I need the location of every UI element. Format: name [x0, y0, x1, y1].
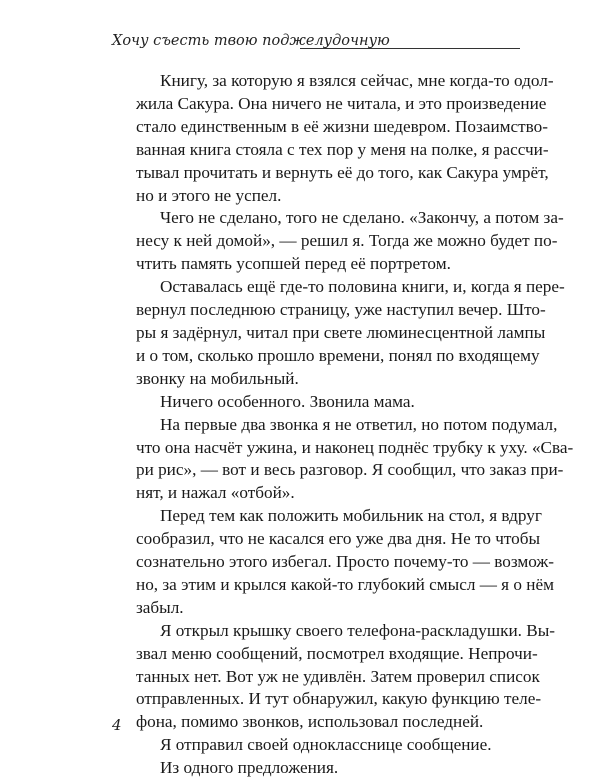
- text-line: Книгу, за которую я взялся сейчас, мне когда-то одол-: [160, 71, 554, 90]
- text-line: сообразил, что не касался его уже два дня. Не то чтобы: [136, 529, 541, 549]
- text-line: Я отправил своей однокласснице сообщение.: [160, 735, 492, 755]
- text-line: танных нет. Вот уж не удивлён. Затем проверил список: [136, 666, 540, 686]
- paragraph: [112, 505, 555, 620]
- page-number: 4: [112, 716, 122, 734]
- text-line: звал меню сообщений, посмотрел входящие. Непрочи-: [136, 643, 538, 663]
- text-line: Я открыл крышку своего телефона-раскладушки. Вы-: [160, 620, 555, 640]
- text-line: стало единственным в её жизни шедевром. Позаимство-: [136, 116, 548, 136]
- text-line: тывал прочитать и вернуть её до того, как Сакура умрёт,: [136, 162, 549, 182]
- running-header-title: Хочу съесть твою поджелудочную: [112, 33, 390, 49]
- text-line: Перед тем как положить мобильник на стол, я вдруг: [160, 506, 542, 526]
- text-line: и о том, сколько прошло времени, понял по входящему: [136, 345, 540, 365]
- text-line: отправленных. И тут обнаружил, какую функцию теле-: [136, 689, 542, 709]
- text-line: чтить память усопшей перед её портретом.: [136, 254, 451, 274]
- text-line: ры я задёрнул, читал при свете люминесцентной лампы: [136, 322, 546, 342]
- text-line: жила Сакура. Она ничего не читала, и это произведение: [136, 93, 547, 113]
- text-line: Из одного предложения.: [160, 758, 339, 778]
- text-line: нят, и нажал «отбой».: [136, 483, 295, 503]
- paragraph: [112, 734, 520, 757]
- text-line: На первые два звонка я не ответил, но потом подумал,: [160, 414, 558, 434]
- text-line: вернул последнюю страницу, уже наступил вечер. Што-: [136, 300, 546, 320]
- text-line: Ничего особенного. Звонила мама.: [160, 391, 415, 411]
- paragraph: [112, 70, 554, 207]
- paragraph: [112, 414, 574, 506]
- paragraph: [112, 391, 520, 414]
- text-line: Оставалась ещё где-то половина книги, и, когда я пере-: [160, 277, 565, 297]
- body-text: [112, 70, 574, 780]
- text-line: Чего не сделано, того не сделано. «Закончу, а потом за-: [160, 208, 564, 228]
- paragraph: [112, 620, 555, 735]
- paragraph: [112, 276, 565, 391]
- header-rule: [300, 48, 520, 49]
- text-line: фона, помимо звонков, использовал последней.: [136, 712, 484, 732]
- text-line: звонку на мобильный.: [136, 368, 299, 388]
- paragraph: [112, 757, 520, 780]
- text-line: но и этого не успел.: [136, 185, 282, 205]
- text-line: что она насчёт ужина, и наконец поднёс трубку к уху. «Сва-: [136, 437, 574, 457]
- text-line: сознательно этого избегал. Просто почему-то — возмож-: [136, 552, 555, 572]
- text-line: несу к ней домой», — решил я. Тогда же можно будет по-: [136, 231, 558, 251]
- text-line: ванная книга стояла с тех пор у меня на полке, я рассчи-: [136, 139, 549, 159]
- text-line: ри рис», — вот и весь разговор. Я сообщил, что заказ при-: [136, 460, 564, 480]
- text-line: забыл.: [136, 597, 184, 617]
- text-line: но, за этим и крылся какой-то глубокий смысл — я о нём: [136, 574, 554, 594]
- paragraph: [112, 207, 564, 276]
